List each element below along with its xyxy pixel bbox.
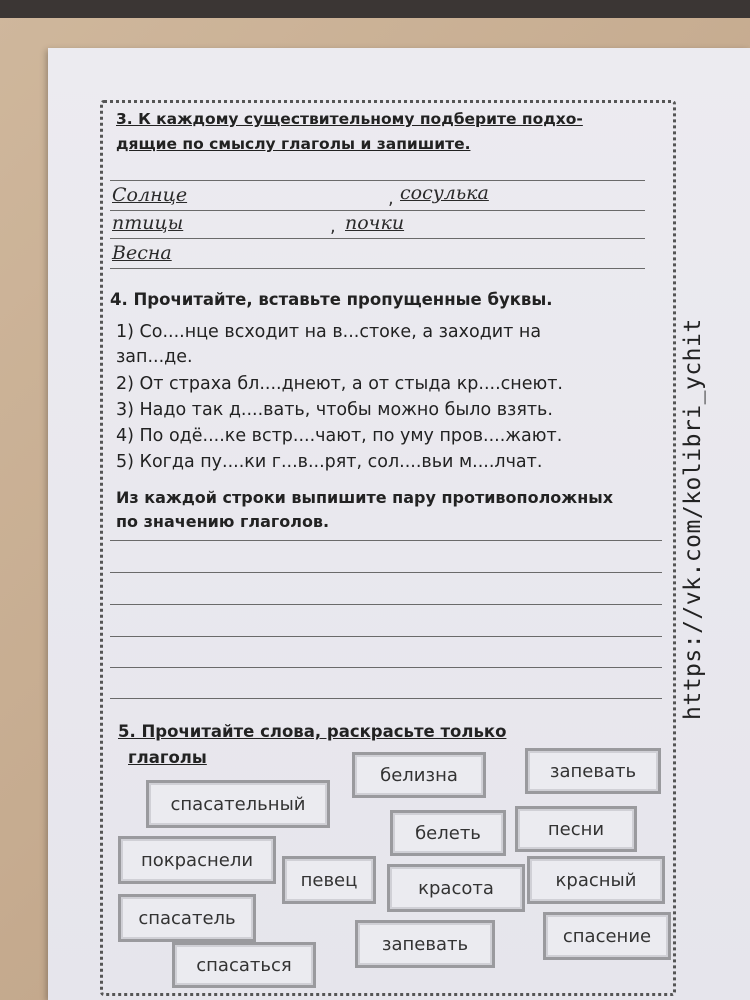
- word-card[interactable]: певец: [282, 856, 376, 904]
- write-line: [110, 210, 645, 211]
- proverb-line: 1) Со....нце всходит на в...стоке, а заходит на: [116, 322, 542, 342]
- comma: ,: [330, 216, 336, 237]
- proverb-line: 3) Надо так д....вать, чтобы можно было взять.: [116, 400, 553, 420]
- proverb-line: зап...де.: [116, 347, 193, 367]
- write-line: [110, 180, 645, 181]
- proverb-line: 4) По одё....ке встр....чают, по уму пров....жают.: [116, 426, 563, 446]
- task4-instruction-line1: Из каждой строки выпишите пару противоположных: [116, 488, 614, 507]
- word-card[interactable]: спасатель: [118, 894, 256, 942]
- write-line: [110, 667, 662, 668]
- watermark-url: https://vk.com/kolibri_ychit: [680, 318, 706, 720]
- task3-title-line2: дящие по смыслу глаголы и запишите.: [116, 135, 471, 153]
- task5-title-line2: глаголы: [128, 748, 207, 767]
- task3-title-line1: 3. К каждому существительному подберите подхо-: [116, 110, 583, 128]
- word-card[interactable]: красный: [527, 856, 665, 904]
- write-line: [110, 572, 662, 573]
- word-card[interactable]: песни: [515, 806, 637, 852]
- task4-title: 4. Прочитайте, вставьте пропущенные буквы.: [110, 290, 553, 309]
- word-card[interactable]: запевать: [355, 920, 495, 968]
- word-card[interactable]: покраснели: [118, 836, 276, 884]
- noun-handwritten: сосулька: [400, 182, 489, 204]
- word-card[interactable]: красота: [387, 864, 525, 912]
- proverb-line: 2) От страха бл....днеют, а от стыда кр....снеют.: [116, 374, 563, 394]
- noun-handwritten: Весна: [112, 242, 172, 264]
- word-card[interactable]: спасение: [543, 912, 671, 960]
- write-line: [110, 698, 662, 699]
- noun-handwritten: почки: [345, 212, 405, 234]
- noun-handwritten: птицы: [112, 212, 184, 234]
- write-line: [110, 604, 662, 605]
- word-card[interactable]: спасательный: [146, 780, 330, 828]
- word-card[interactable]: белизна: [352, 752, 486, 798]
- table-edge: [0, 0, 750, 18]
- write-line: [110, 238, 645, 239]
- word-card[interactable]: запевать: [525, 748, 661, 794]
- task5-title-line1: 5. Прочитайте слова, раскрасьте только: [118, 722, 507, 741]
- write-line: [110, 540, 662, 541]
- write-line: [110, 268, 645, 269]
- word-card[interactable]: белеть: [390, 810, 506, 856]
- task4-instruction-line2: по значению глаголов.: [116, 512, 330, 531]
- proverb-line: 5) Когда пу....ки г...в...рят, сол....вьи м....лчат.: [116, 452, 543, 472]
- noun-handwritten: Солнце: [112, 184, 188, 206]
- comma: ,: [388, 188, 394, 209]
- write-line: [110, 636, 662, 637]
- word-card[interactable]: спасаться: [172, 942, 316, 988]
